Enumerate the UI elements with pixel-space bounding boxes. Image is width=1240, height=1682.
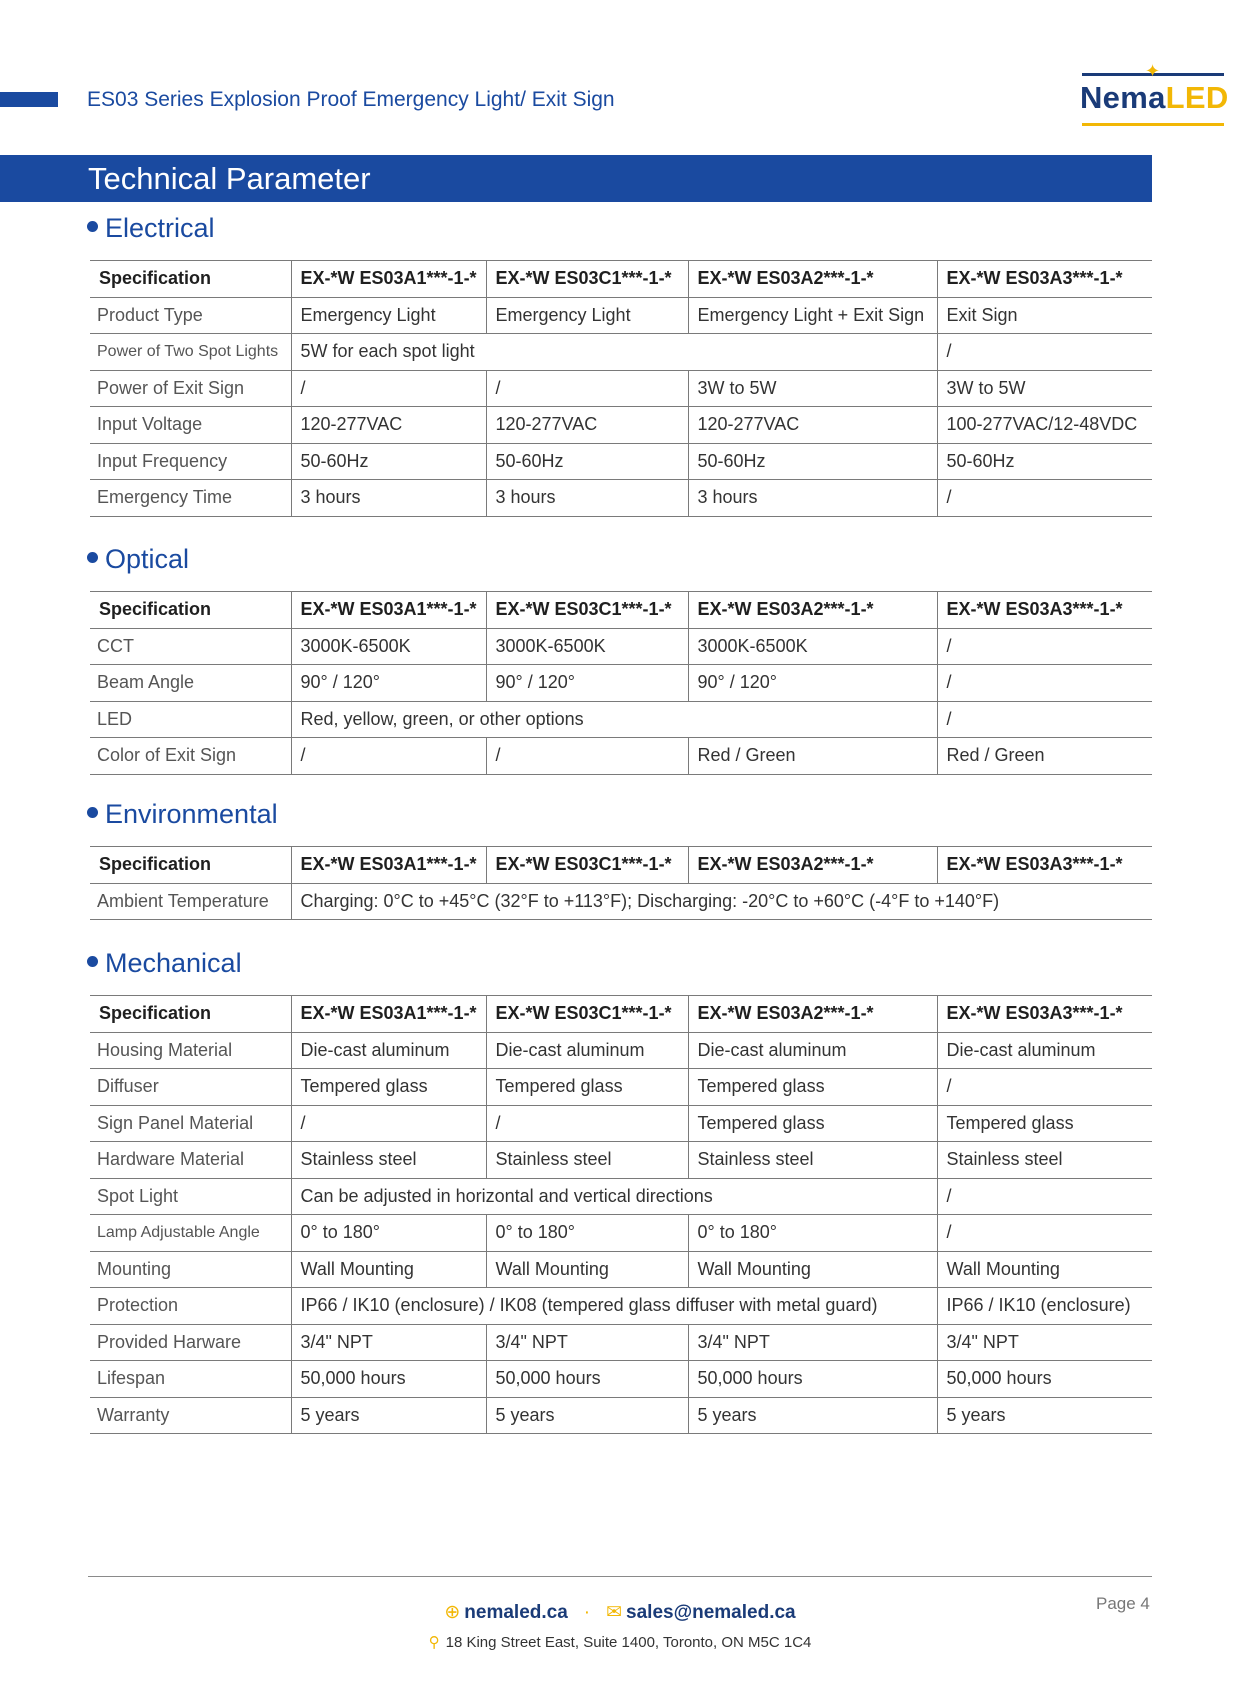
column-header: EX-*W ES03C1***-1-* (486, 847, 688, 884)
table-cell: 3 hours (688, 480, 937, 517)
table-row (90, 1251, 1152, 1288)
row-label: Input Frequency (90, 443, 291, 480)
heading-environmental-text: Environmental (105, 799, 278, 829)
heading-mechanical-text: Mechanical (105, 948, 242, 978)
table-cell: 100-277VAC/12-48VDC (937, 407, 1152, 444)
row-label: Lamp Adjustable Angle (90, 1215, 291, 1252)
logo-wordmark (1080, 80, 1229, 116)
row-label: Power of Exit Sign (90, 370, 291, 407)
page-number: Page 4 (1096, 1594, 1150, 1613)
table-row (90, 1032, 1152, 1069)
table-cell: Tempered glass (937, 1105, 1152, 1142)
header-accent-bar (0, 92, 58, 107)
table-header-row (90, 592, 1152, 629)
table-cell: 50,000 hours (291, 1361, 486, 1398)
table-cell: Red, yellow, green, or other options (291, 701, 937, 738)
column-header: EX-*W ES03A2***-1-* (688, 261, 937, 298)
location-pin-icon: ⚲ (428, 1634, 440, 1651)
website-link[interactable]: nemaled.ca (464, 1602, 568, 1623)
table-cell: / (937, 665, 1152, 702)
column-header: EX-*W ES03A1***-1-* (291, 996, 486, 1033)
column-header: EX-*W ES03A2***-1-* (688, 847, 937, 884)
column-header: EX-*W ES03A1***-1-* (291, 847, 486, 884)
table-cell: 3W to 5W (688, 370, 937, 407)
table-row (90, 480, 1152, 517)
table-cell: 50-60Hz (688, 443, 937, 480)
heading-mechanical (87, 947, 242, 979)
row-label: Mounting (90, 1251, 291, 1288)
table-cell: 3000K-6500K (291, 628, 486, 665)
bullet-icon (87, 552, 98, 563)
table-row (90, 628, 1152, 665)
row-label: LED (90, 701, 291, 738)
table-cell: / (486, 1105, 688, 1142)
table-cell: 5 years (291, 1397, 486, 1434)
column-header: EX-*W ES03C1***-1-* (486, 996, 688, 1033)
column-header: EX-*W ES03C1***-1-* (486, 261, 688, 298)
table-cell: Stainless steel (937, 1142, 1152, 1179)
table-row (90, 1361, 1152, 1398)
row-label: Input Voltage (90, 407, 291, 444)
table-cell: Wall Mounting (486, 1251, 688, 1288)
column-header: Specification (90, 996, 291, 1033)
company-logo (1078, 62, 1228, 132)
table-cell: 3W to 5W (937, 370, 1152, 407)
globe-icon: ⊕ (444, 1602, 461, 1623)
table-cell: 50,000 hours (486, 1361, 688, 1398)
table-row (90, 1397, 1152, 1434)
table-row (90, 1324, 1152, 1361)
table-cell: / (937, 1069, 1152, 1106)
table-cell: Exit Sign (937, 297, 1152, 334)
table-header-row (90, 847, 1152, 884)
row-label: CCT (90, 628, 291, 665)
row-label: Ambient Temperature (90, 883, 291, 920)
footer-contacts (0, 1601, 1240, 1624)
table-cell: 90° / 120° (688, 665, 937, 702)
envelope-icon: ✉ (606, 1602, 623, 1623)
table-header-row (90, 261, 1152, 298)
row-label: Power of Two Spot Lights (90, 334, 291, 371)
table-cell: Emergency Light (291, 297, 486, 334)
table-environmental (90, 846, 1152, 920)
table-cell: 50-60Hz (291, 443, 486, 480)
heading-electrical (87, 212, 215, 244)
row-label: Emergency Time (90, 480, 291, 517)
table-cell: / (937, 480, 1152, 517)
table-cell: 120-277VAC (291, 407, 486, 444)
row-label: Warranty (90, 1397, 291, 1434)
table-cell: Red / Green (937, 738, 1152, 775)
table-row (90, 407, 1152, 444)
section-banner (0, 155, 1152, 202)
row-label: Diffuser (90, 1069, 291, 1106)
table-cell: 3/4" NPT (486, 1324, 688, 1361)
row-label: Product Type (90, 297, 291, 334)
row-label: Housing Material (90, 1032, 291, 1069)
table-row (90, 1105, 1152, 1142)
footer-divider (88, 1576, 1152, 1577)
table-cell: Charging: 0°C to +45°C (32°F to +113°F); Discharging: -20°C to +60°C (-4°F to +140°F) (291, 883, 1152, 920)
row-label: Hardware Material (90, 1142, 291, 1179)
table-cell: IP66 / IK10 (enclosure) / IK08 (tempered glass diffuser with metal guard) (291, 1288, 937, 1325)
address-text: 18 King Street East, Suite 1400, Toronto, ON M5C 1C4 (445, 1634, 812, 1651)
table-cell: Stainless steel (291, 1142, 486, 1179)
table-cell: 0° to 180° (688, 1215, 937, 1252)
column-header: EX-*W ES03A3***-1-* (937, 592, 1152, 629)
table-cell: Stainless steel (688, 1142, 937, 1179)
table-cell: Die-cast aluminum (937, 1032, 1152, 1069)
table-cell: Die-cast aluminum (291, 1032, 486, 1069)
table-cell: 3/4" NPT (291, 1324, 486, 1361)
table-cell: Tempered glass (486, 1069, 688, 1106)
table-cell: Wall Mounting (688, 1251, 937, 1288)
heading-electrical-text: Electrical (105, 213, 215, 243)
column-header: EX-*W ES03A2***-1-* (688, 996, 937, 1033)
table-row (90, 701, 1152, 738)
table-cell: 90° / 120° (291, 665, 486, 702)
table-cell: / (291, 1105, 486, 1142)
table-row (90, 738, 1152, 775)
heading-optical (87, 543, 189, 575)
table-cell: 50-60Hz (937, 443, 1152, 480)
table-cell: / (937, 701, 1152, 738)
table-cell: 50,000 hours (688, 1361, 937, 1398)
table-cell: 5 years (937, 1397, 1152, 1434)
table-cell: Die-cast aluminum (486, 1032, 688, 1069)
table-cell: / (937, 1178, 1152, 1215)
row-label: Sign Panel Material (90, 1105, 291, 1142)
table-cell: Emergency Light (486, 297, 688, 334)
maple-leaf-icon: ✦ (1145, 61, 1161, 81)
heading-optical-text: Optical (105, 544, 190, 574)
table-row (90, 443, 1152, 480)
table-cell: / (486, 370, 688, 407)
table-cell: / (486, 738, 688, 775)
table-row (90, 665, 1152, 702)
logo-text-part2: LED (1165, 80, 1229, 115)
table-cell: 120-277VAC (688, 407, 937, 444)
table-cell: 3000K-6500K (486, 628, 688, 665)
table-cell: / (937, 628, 1152, 665)
column-header: EX-*W ES03C1***-1-* (486, 592, 688, 629)
column-header: EX-*W ES03A1***-1-* (291, 261, 486, 298)
row-label: Spot Light (90, 1178, 291, 1215)
table-cell: Can be adjusted in horizontal and vertical directions (291, 1178, 937, 1215)
bullet-icon (87, 956, 98, 967)
logo-bottom-rule (1082, 123, 1224, 126)
table-row (90, 334, 1152, 371)
column-header: EX-*W ES03A3***-1-* (937, 261, 1152, 298)
column-header: EX-*W ES03A3***-1-* (937, 996, 1152, 1033)
footer-address-line (0, 1633, 1240, 1651)
table-cell: Die-cast aluminum (688, 1032, 937, 1069)
banner-title: Technical Parameter (88, 161, 371, 196)
table-cell: 90° / 120° (486, 665, 688, 702)
table-cell: 3/4" NPT (937, 1324, 1152, 1361)
table-row (90, 1288, 1152, 1325)
logo-text-part1: Nema (1080, 80, 1166, 115)
table-header-row (90, 996, 1152, 1033)
bullet-icon (87, 807, 98, 818)
table-cell: 5W for each spot light (291, 334, 937, 371)
table-cell: 0° to 180° (486, 1215, 688, 1252)
column-header: Specification (90, 261, 291, 298)
table-cell: Stainless steel (486, 1142, 688, 1179)
bullet-icon (87, 221, 98, 232)
table-cell: 3 hours (291, 480, 486, 517)
table-cell: 0° to 180° (291, 1215, 486, 1252)
table-row (90, 297, 1152, 334)
table-cell: 50-60Hz (486, 443, 688, 480)
table-cell: / (291, 370, 486, 407)
email-link[interactable]: sales@nemaled.ca (626, 1602, 796, 1623)
heading-environmental (87, 798, 278, 830)
table-electrical (90, 260, 1152, 517)
table-cell: 3 hours (486, 480, 688, 517)
table-row (90, 370, 1152, 407)
table-cell: IP66 / IK10 (enclosure) (937, 1288, 1152, 1325)
table-cell: 3/4" NPT (688, 1324, 937, 1361)
table-cell: / (937, 1215, 1152, 1252)
row-label: Lifespan (90, 1361, 291, 1398)
table-cell: Emergency Light + Exit Sign (688, 297, 937, 334)
table-cell: 5 years (688, 1397, 937, 1434)
document-title: ES03 Series Explosion Proof Emergency Light/ Exit Sign (87, 88, 615, 111)
row-label: Provided Harware (90, 1324, 291, 1361)
row-label: Beam Angle (90, 665, 291, 702)
column-header: Specification (90, 847, 291, 884)
table-mechanical (90, 995, 1152, 1434)
table-cell: Wall Mounting (291, 1251, 486, 1288)
column-header: EX-*W ES03A2***-1-* (688, 592, 937, 629)
table-row (90, 883, 1152, 920)
table-cell: Tempered glass (291, 1069, 486, 1106)
column-header: EX-*W ES03A1***-1-* (291, 592, 486, 629)
row-label: Protection (90, 1288, 291, 1325)
footer-separator: · (583, 1602, 591, 1623)
table-cell: 120-277VAC (486, 407, 688, 444)
column-header: EX-*W ES03A3***-1-* (937, 847, 1152, 884)
table-cell: Tempered glass (688, 1069, 937, 1106)
row-label: Color of Exit Sign (90, 738, 291, 775)
table-cell: Tempered glass (688, 1105, 937, 1142)
table-row (90, 1215, 1152, 1252)
column-header: Specification (90, 592, 291, 629)
table-row (90, 1178, 1152, 1215)
table-cell: 5 years (486, 1397, 688, 1434)
table-cell: 3000K-6500K (688, 628, 937, 665)
table-cell: Red / Green (688, 738, 937, 775)
table-cell: / (937, 334, 1152, 371)
table-optical (90, 591, 1152, 775)
table-cell: / (291, 738, 486, 775)
table-cell: 50,000 hours (937, 1361, 1152, 1398)
table-cell: Wall Mounting (937, 1251, 1152, 1288)
table-row (90, 1142, 1152, 1179)
table-row (90, 1069, 1152, 1106)
